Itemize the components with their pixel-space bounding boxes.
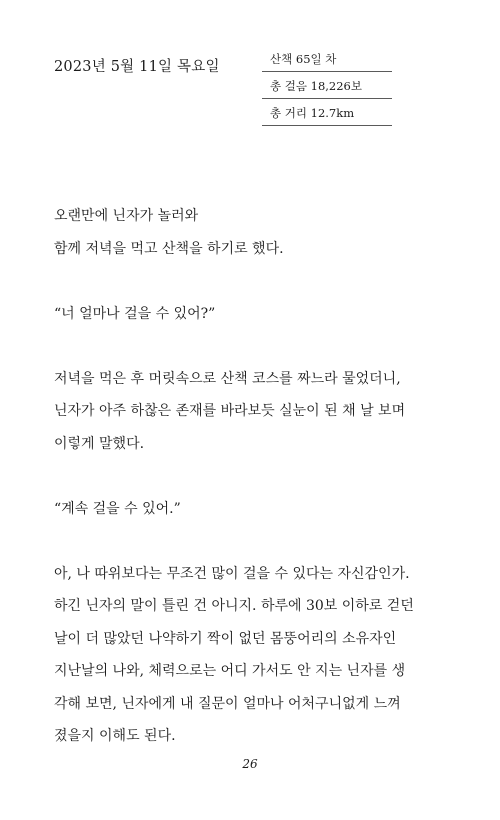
text-line: 하긴 닌자의 말이 틀린 건 아니지. 하루에 30보 이하로 걷던 <box>54 598 414 614</box>
stat-total-distance: 총 거리 12.7km <box>262 102 392 126</box>
text-line: “계속 걸을 수 있어.” <box>54 500 181 517</box>
text-line: 각해 보면, 닌자에게 내 질문이 얼마나 어처구니없게 느껴 <box>54 695 401 712</box>
paragraph-gap <box>54 265 406 298</box>
text-line: 아, 나 따위보다는 무조건 많이 걸을 수 있다는 자신감인가. <box>54 565 410 582</box>
paragraph-gap <box>54 525 406 558</box>
text-line: 졌을지 이해도 된다. <box>54 728 176 744</box>
quote-paragraph <box>54 298 406 331</box>
text-line: “너 얼마나 걸을 수 있어?” <box>54 305 216 322</box>
entry-date: 2023년 5월 11일 목요일 <box>54 59 220 75</box>
quote-paragraph <box>54 493 406 526</box>
text-line: 저녁을 먹은 후 머릿속으로 산책 코스를 짜느라 물었더니, <box>54 370 401 387</box>
text-line: 함께 저녁을 먹고 산책을 하기로 했다. <box>54 240 284 257</box>
paragraph-gap <box>54 330 406 363</box>
body-text <box>54 200 414 753</box>
text-line: 날이 더 많았던 나약하기 짝이 없던 몸뚱어리의 소유자인 <box>54 630 397 647</box>
text-line: 닌자가 아주 하찮은 존재를 바라보듯 실눈이 된 채 날 보며 <box>54 403 406 419</box>
page-number: 26 <box>242 757 258 771</box>
stat-total-steps: 총 걸음 18,226보 <box>262 75 392 99</box>
paragraph <box>54 200 406 265</box>
paragraph <box>54 558 414 753</box>
text-line: 지난날의 나와, 체력으로는 어디 가서도 안 지는 닌자를 생 <box>54 663 406 679</box>
paragraph <box>54 363 406 461</box>
text-line: 오랜만에 닌자가 놀러와 <box>54 208 199 224</box>
stat-walk-day: 산책 65일 차 <box>262 48 392 72</box>
walk-stats <box>262 48 392 126</box>
paragraph-gap <box>54 460 406 493</box>
text-line: 이렇게 말했다. <box>54 435 145 452</box>
